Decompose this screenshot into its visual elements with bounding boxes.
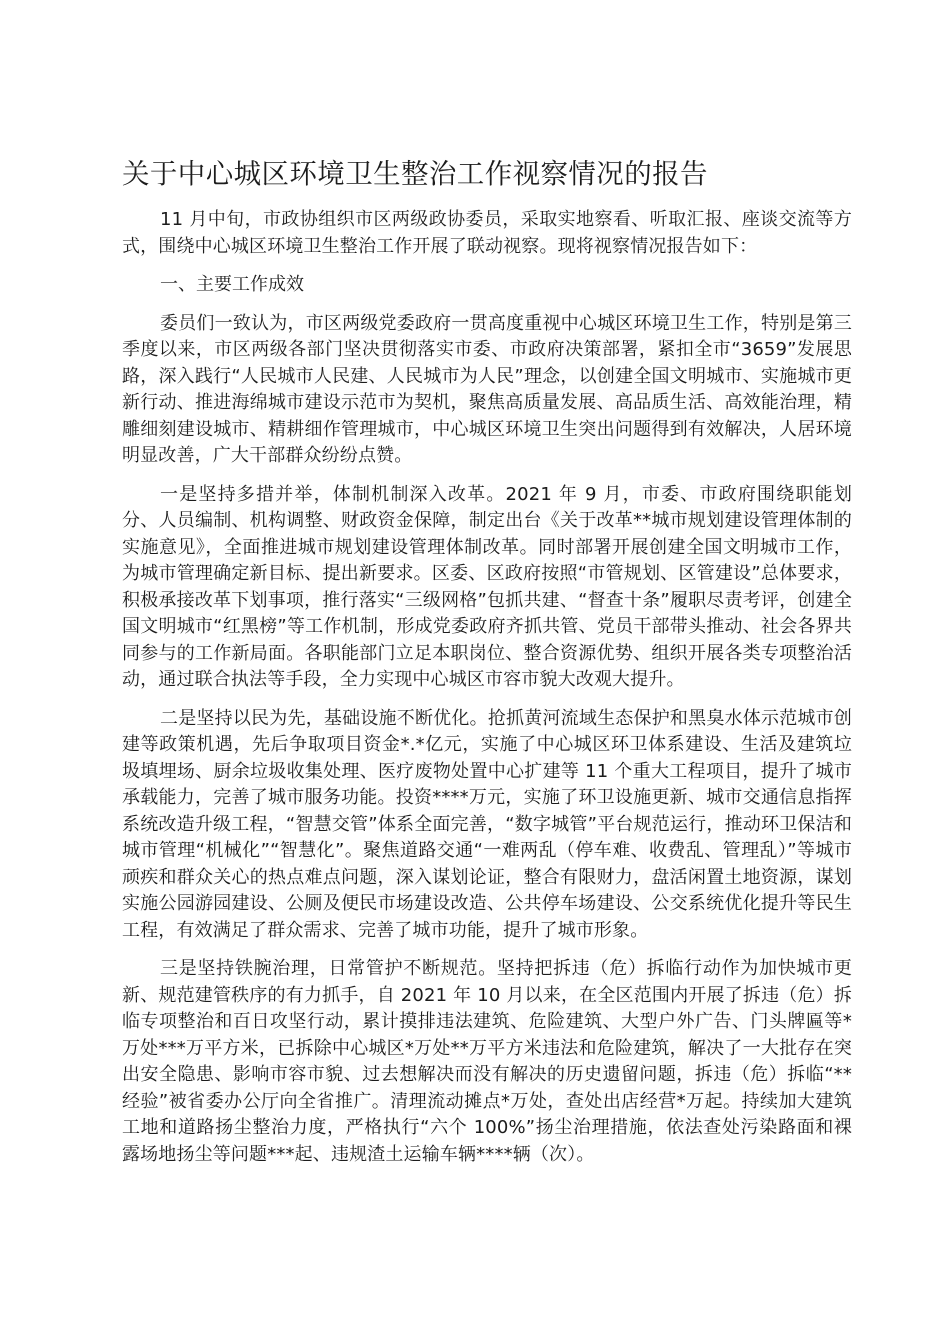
section-heading: 一、主要工作成效 [160, 274, 304, 295]
intro-paragraph: 11 月中旬，市政协组织市区两级政协委员，采取实地察看、听取汇报、座谈交流等方式，围绕中心城区环境卫生整治工作开展了联动视察。现将视察情况报告如下： [122, 209, 852, 257]
document-body [122, 207, 852, 1180]
point-one-paragraph: 一是坚持多措并举，体制机制深入改革。2021 年 9 月，市委、市政府围绕职能划分、人员编制、机构调整、财政资金保障，制定出台《关于改革**城市规划建设管理体制的实施意见》，全面推进城市规划建设管理体制改革。同时部署开展创建全国文明城市工作，为城市管理确定新目标、提出新要求。区委、区政府按照“市管规划、区管建设”总体要求，积极承接改革下划事项，推行落实“三级网格”包抓共建、“督查十条”履职尽责考评，创建全国文明城市“红黑榜”等工作机制，形成党委政府齐抓共管、党员干部带头推动、社会各界共同参与的工作新局面。各职能部门立足本职岗位、整合资源优势、组织开展各类专项整治活动，通过联合执法等手段，全力实现中心城区市容市貌大改观大提升。 [122, 483, 852, 690]
summary-paragraph: 委员们一致认为，市区两级党委政府一贯高度重视中心城区环境卫生工作，特别是第三季度以来，市区两级各部门坚决贯彻落实市委、市政府决策部署，紧扣全市“3659”发展思路，深入践行“人民城市人民建、人民城市为人民”理念，以创建全国文明城市、实施城市更新行动、推进海绵城市建设示范市为契机，聚焦高质量发展、高品质生活、高效能治理，精雕细刻建设城市、精耕细作管理城市，中心城区环境卫生突出问题得到有效解决，人居环境明显改善，广大干部群众纷纷点赞。 [122, 312, 852, 466]
document-title: 关于中心城区环境卫生整治工作视察情况的报告 [122, 158, 708, 190]
point-two-paragraph: 二是坚持以民为先，基础设施不断优化。抢抓黄河流域生态保护和黑臭水体示范城市创建等政策机遇，先后争取项目资金*.*亿元，实施了中心城区环卫体系建设、生活及建筑垃圾填埋场、厨余垃圾收集处理、医疗废物处置中心扩建等 11 个重大工程项目，提升了城市承载能力，完善了城市服务功能。投资****万元，实施了环卫设施更新、城市交通信息指挥系统改造升级工程，“智慧交管”体系全面完善，“数字城管”平台规范运行，推动环卫保洁和城市管理“机械化”“智慧化”。聚焦道路交通“一难两乱（停车难、收费乱、管理乱）”等城市顽疾和群众关心的热点难点问题，深入谋划论证，整合有限财力，盘活闲置土地资源，谋划实施公园游园建设、公厕及便民市场建设改造、公共停车场建设、公交系统优化提升等民生工程，有效满足了群众需求、完善了城市功能，提升了城市形象。 [122, 707, 852, 941]
point-three-paragraph: 三是坚持铁腕治理，日常管护不断规范。坚持把拆违（危）拆临行动作为加快城市更新、规范建管秩序的有力抓手，自 2021 年 10 月以来，在全区范围内开展了拆违（危）拆临专项整治和百日攻坚行动，累计摸排违法建筑、危险建筑、大型户外广告、门头牌匾等*万处***万平方米，已拆除中心城区*万处**万平方米违法和危险建筑，解决了一大批存在突出安全隐患、影响市容市貌、过去想解决而没有解决的历史遗留问题，拆违（危）拆临“**经验”被省委办公厅向全省推广。清理流动摊点*万处，查处出店经营*万起。持续加大建筑工地和道路扬尘整治力度，严格执行“六个 100%”扬尘治理措施，依法查处污染路面和裸露场地扬尘等问题***起、违规渣土运输车辆****辆（次）。 [122, 958, 852, 1165]
